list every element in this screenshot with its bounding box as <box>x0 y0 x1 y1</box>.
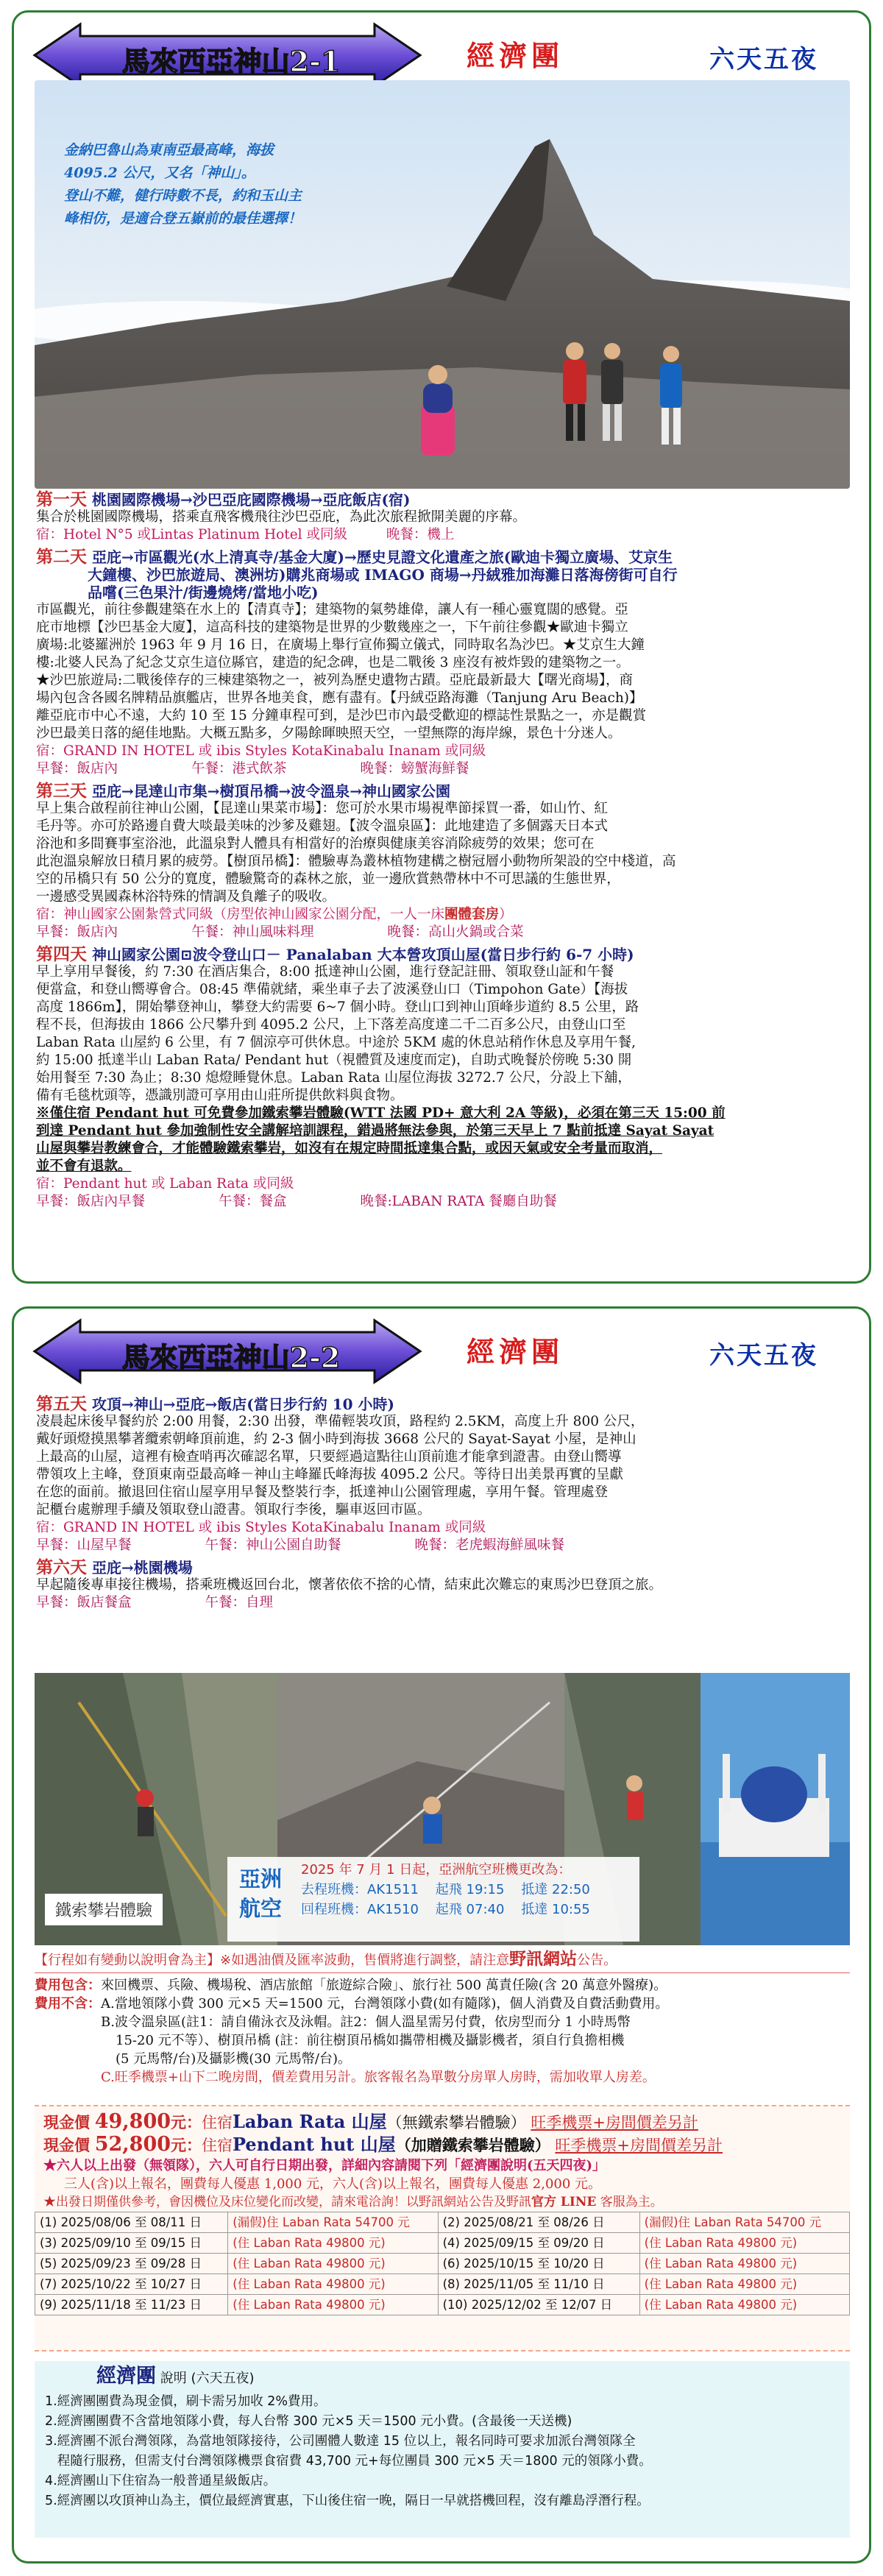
tour-type: 經濟團 <box>467 39 564 72</box>
day5-text-line: 記櫃台處辦理手續及領取登山證書。領取行李後，驅車返回市區。 <box>36 1502 431 1518</box>
day5-heading: 第五天 攻頂→神山→亞庇→飯店(當日步行約 10 小時) <box>36 1394 394 1414</box>
intro-line: 登山不難，健行時數不長，約和玉山主 <box>64 188 302 204</box>
economy-tour-explanation <box>35 2361 850 2538</box>
day4-text-line: 高度 1866m】，開始攀登神山，攀登大約需要 6~7 個小時。登山口到神山頂峰步道約 8.5 公里，路 <box>36 999 639 1015</box>
explanation-item: 4.經濟團山下住宿為一般普通星級飯店。 <box>45 2474 277 2488</box>
day5-text-line: 戴好頭燈摸黑攀著纜索朝峰頂前進，約 2-3 個小時到海拔 3668 公尺的 Sayat-Sayat 小屋，是神山 <box>36 1432 636 1447</box>
fee-excluded-line: 15-20 元不等）、樹頂吊橋 (註：前往樹頂吊橋如攜帶相機及攝影機者，須自行負擔相機 <box>116 2033 625 2048</box>
day6-meals: 早餐：飯店餐盒 午餐：自理 <box>36 1595 273 1610</box>
day5-text-line: 上最高的山屋，這裡有檢查哨再次確認名單，只要經過這點往山頂前進才能拿到證書。由登山嚮導 <box>36 1449 622 1465</box>
date-row <box>35 2212 850 2233</box>
day1-text: 集合於桃園國際機場，搭乘直飛客機飛往沙巴亞庇，為此次旅程掀開美麗的序幕。 <box>36 509 527 525</box>
explanation-item: 程隨行服務，但需支付台灣領隊機票食宿費 43,700 元+每位團員 300 元×5 天＝1800 元的領隊小費。 <box>45 2454 652 2469</box>
intro-line: 峰相仿，是適合登五嶽前的最佳選擇！ <box>64 210 302 227</box>
day6-heading: 第六天 亞庇→桃園機場 <box>36 1557 193 1577</box>
fee-included: 費用包含：來回機票、兵險、機場稅、酒店旅館「旅遊綜合險」、旅行社 500 萬責任險(含 20 萬意外醫療)。 <box>35 1978 667 1993</box>
day2-text-line: 庇市地標【沙巴基金大廈】，這高科技的建築物是世界的少數幾座之一，下午前往參觀★歐迪卡獨立 <box>36 620 628 635</box>
price-section <box>35 2105 850 2352</box>
explanation-item: 1.經濟團團費為現金價，刷卡需另加收 2%費用。 <box>45 2394 327 2409</box>
date-range-cell: (2) 2025/08/21 至 08/26 日 <box>438 2212 639 2233</box>
date-range-cell: (4) 2025/09/15 至 09/20 日 <box>438 2233 639 2254</box>
flight-return: 回程班機：AK1510 起飛 07:40 抵達 10:55 <box>301 1902 590 1917</box>
day2-text-line: ★沙巴旅遊局:二戰後倖存的三棟建築物之一，被列為歷史遺物古蹟。亞庇最新最大【曙光商場】，商 <box>36 673 633 688</box>
day2-route-line: 品嚐(三色果汁/街邊燒烤/當地小吃) <box>88 584 319 601</box>
day3-meals: 早餐：飯店內 午餐：神山風味料理 晚餐：高山火鍋或合菜 <box>36 924 524 940</box>
day3-heading: 第三天 亞庇→昆達山市集→樹頂吊橋→波令溫泉→神山國家公園 <box>36 781 450 801</box>
day3-text-line: 毛丹等。亦可於路邊自費大啖最美味的沙爹及雞翅。【波令溫泉區】：此地建造了多個露天日本式 <box>36 818 609 834</box>
date-price-cell: (住 Laban Rata 49800 元) <box>639 2233 849 2254</box>
fee-excluded: 費用不含：A.當地領隊小費 300 元×5 天=1500 元，台灣領隊小費(如有隨隊)，個人消費及自費活動費用。 <box>35 1996 669 2011</box>
day3-text-line: 空的吊橋只有 50 公分的寬度，體驗驚奇的森林之旅，並一邊欣賞熱帶林中不可思議的生態世界， <box>36 871 620 887</box>
date-range-cell: (8) 2025/11/05 至 11/10 日 <box>438 2274 639 2295</box>
date-price-cell: (住 Laban Rata 49800 元) <box>228 2295 438 2315</box>
banner-title: 馬來西亞神山2-1 <box>121 45 341 78</box>
date-price-cell: (住 Laban Rata 49800 元) <box>639 2254 849 2274</box>
flight-outbound: 去程班機：AK1511 起飛 19:15 抵達 22:50 <box>301 1882 590 1897</box>
day6-text: 早起隨後專車接往機場，搭乘班機返回台北，懷著依依不捨的心情，結束此次難忘的東馬沙巴登頂之旅。 <box>36 1577 663 1593</box>
day3-text-line: 浴池和多間賽事室浴池，此溫泉對人體具有相當好的治療與健康美容消除疲勞的效果；您可在 <box>36 836 595 852</box>
day2-text-line: 樓:北婆人民為了紀念艾京生這位縣官，建造的紀念碑，也是二戰後 3 座沒有被炸毀的建築物之一。 <box>36 655 630 670</box>
fee-excluded-line: B.波令溫泉區(註1：請自備泳衣及泳帽。註2：個人溫星需另付費，依房型而分 1 小時馬幣 <box>101 2014 631 2030</box>
price-pendant-hut: 現金價 52,800元：住宿Pendant hut 山屋（加贈鐵索攀岩體驗） 旺季機票+房間價差另計 <box>43 2133 723 2156</box>
date-range-cell: (7) 2025/10/22 至 10/27 日 <box>35 2274 228 2295</box>
day2-text-line: 市區觀光，前往參觀建築在水上的【清真寺】；建築物的氣勢雄偉，讓人有一種心靈寬闊的感覺。亞 <box>36 602 628 618</box>
date-range-cell: (5) 2025/09/23 至 09/28 日 <box>35 2254 228 2274</box>
day4-warning-line: 山屋與攀岩教練會合，才能體驗鐵索攀岩，如沒有在規定時間抵達集合點，或因天氣或安全考量而取消， <box>36 1141 663 1156</box>
fee-excluded-line: C.旺季機票+山下二晚房間，價差費用另計。旅客報名為單數分房單人房時，需加收單人房差。 <box>101 2070 656 2085</box>
day2-heading: 第二天 亞庇→市區觀光(水上清真寺/基金大廈)→歷史見證文化遺產之旅(歐迪卡獨立廣場、艾京生 <box>36 547 673 567</box>
day4-warning-line: 到達 Pendant hut 參加強制性安全講解培訓課程，錯過將無法參與，於第三天早上 7 點前抵達 Sayat Sayat <box>36 1123 714 1139</box>
date-price-cell: (住 Laban Rata 49800 元) <box>228 2233 438 2254</box>
itinerary-page1 <box>36 491 851 1211</box>
mountain-photo <box>35 80 850 489</box>
tour-days: 六天五夜 <box>709 1341 818 1370</box>
airline-logo: 亞洲航空 <box>238 1866 282 1921</box>
banner-title: 馬來西亞神山2-2 <box>121 1341 341 1374</box>
explanation-item: 3.經濟團不派台灣領隊，為當地領隊接待，公司團體人數達 15 位以上，報名同時可要求加派台灣領隊全 <box>45 2434 636 2449</box>
day5-stay: 宿：GRAND IN HOTEL 或 ibis Styles KotaKinabalu Inanam 或同級 <box>36 1520 486 1535</box>
departure-dates-table <box>35 2212 850 2315</box>
day4-heading: 第四天 神山國家公園⊡波令登山口－ Panalaban 大本營攻頂山屋(當日步行約 6-7 小時) <box>36 944 634 964</box>
date-price-cell: (住 Laban Rata 49800 元) <box>639 2274 849 2295</box>
date-range-cell: (10) 2025/12/02 至 12/07 日 <box>438 2295 639 2315</box>
page-1 <box>12 10 871 1284</box>
tour-type: 經濟團 <box>467 1335 564 1368</box>
date-price-cell: (住 Laban Rata 49800 元) <box>228 2254 438 2274</box>
date-range-cell: (9) 2025/11/18 至 11/23 日 <box>35 2295 228 2315</box>
dates-note: ★出發日期僅供參考，會因機位及床位變化而改變，請來電洽詢！以野訊網站公告及野訊官方 LINE 客服為主。 <box>43 2195 663 2209</box>
date-range-cell: (1) 2025/08/06 至 08/11 日 <box>35 2212 228 2233</box>
day3-text-line: 一邊感受異國森林浴特殊的情調及負離子的吸收。 <box>36 889 336 905</box>
itinerary-page2 <box>36 1395 851 1612</box>
day2-route-line: 大鐘樓、沙巴旅遊局、澳洲坊)購兆商場或 IMAGO 商場→丹絨雅加海灘日落海傍街可自行 <box>88 566 678 584</box>
fee-excluded-line: (5 元馬幣/台)及攝影機(30 元馬幣/台)。 <box>116 2051 352 2067</box>
price-laban-rata: 現金價 49,800元：住宿Laban Rata 山屋（無鐵索攀岩體驗） 旺季機票+房間價差另計 <box>43 2110 698 2133</box>
day4-text-line: 始用餐至 7:30 為止；8:30 熄燈睡覺休息。Laban Rata 山屋位海拔 3272.7 公尺，分設上下舖， <box>36 1070 631 1086</box>
date-range-cell: (3) 2025/09/10 至 09/15 日 <box>35 2233 228 2254</box>
day3-text-line: 早上集合啟程前往神山公園，【昆達山果菜市場】：您可於水果市場視準節採買一番，如山竹、紅 <box>36 801 609 816</box>
fee-notes <box>35 1950 850 2087</box>
day5-text-line: 凌晨起床後早餐約於 2:00 用餐，2:30 出發，準備輕裝攻頂，路程約 2.5KM，高度上升 800 公尺， <box>36 1414 645 1429</box>
intro-line: 金納巴魯山為東南亞最高峰，海拔 <box>64 142 274 158</box>
day1-heading: 第一天 桃園國際機場→沙巴亞庇國際機場→亞庇飯店(宿) <box>36 489 411 509</box>
flight-title: 2025 年 7 月 1 日起，亞洲航空班機更改為： <box>301 1862 572 1878</box>
day1-stay-meal: 宿：Hotel N°5 或Lintas Platinum Hotel 或同級 晚餐：機上 <box>36 527 455 542</box>
day4-text-line: Laban Rata 山屋約 6 公里，有 7 個涼亭可供休息。中途於 5KM 處的休息站稍作休息及享用午餐, <box>36 1035 636 1050</box>
day2-text-line: 離亞庇市中心不遠，大約 10 至 15 分鐘車程可到，是沙巴市內最受歡迎的標誌性景點之一，亦是觀賞 <box>36 708 647 723</box>
date-row <box>35 2274 850 2295</box>
date-price-cell: (住 Laban Rata 49800 元) <box>228 2274 438 2295</box>
group-discount: 三人(含)以上報名，團費每人優惠 1,000 元，六人(含)以上報名，團費每人優惠 2,000 元。 <box>64 2176 602 2192</box>
date-row <box>35 2233 850 2254</box>
day4-text-line: 程不長，但海拔由 1866 公尺攀升到 4095.2 公尺，上下落差高度達二千二百多公尺，由登山口至 <box>36 1017 626 1033</box>
date-price-cell: (住 Laban Rata 49800 元) <box>639 2295 849 2315</box>
intro-line: 4095.2 公尺，又名「神山」。 <box>64 165 255 181</box>
explanation-item: 5.經濟團以攻頂神山為主，價位最經濟實惠，下山後住宿一晚，隔日一早就搭機回程，沒有離島浮潛行程。 <box>45 2494 650 2508</box>
day4-warning-line: 並不會有退款。 <box>36 1158 132 1174</box>
day2-stay: 宿：GRAND IN HOTEL 或 ibis Styles KotaKinabalu Inanam 或同級 <box>36 743 486 759</box>
day4-stay: 宿：Pendant hut 或 Laban Rata 或同級 <box>36 1176 294 1192</box>
date-price-cell: (漏假)住 Laban Rata 54700 元 <box>228 2212 438 2233</box>
tour-days: 六天五夜 <box>709 45 818 74</box>
day4-text-line: 便當盒，和登山嚮導會合。08:45 準備就緒，乘坐車子去了波溪登山口（Timpohon Gate）【海拔 <box>36 982 628 997</box>
title-banner <box>29 1316 426 1387</box>
day3-text-line: 此泡溫泉解放日積月累的疲勞。【樹頂吊橋】：體驗專為叢林植物建構之樹冠層小動物所架設的空中棧道，高 <box>36 854 676 869</box>
date-price-cell: (漏假)住 Laban Rata 54700 元 <box>639 2212 849 2233</box>
date-range-cell: (6) 2025/10/15 至 10/20 日 <box>438 2254 639 2274</box>
day5-text-line: 帶領攻上主峰，登頂東南亞最高峰－神山主峰羅氏峰海拔 4095.2 公尺。等待日出美景再實的呈獻 <box>36 1467 623 1482</box>
day2-text-line: 沙巴最美日落的絕佳地點。大概五點多，夕陽餘暉映照天空，一望無際的海岸線，景色十分迷人。 <box>36 726 622 741</box>
photo-caption: 鐵索攀岩體驗 <box>45 1894 163 1925</box>
date-row <box>35 2254 850 2274</box>
day4-warning-line: ※僅住宿 Pendant hut 可免費參加鐵索攀岩體驗(WTT 法國 PD+ 意大利 2A 等級)，必須在第三天 15:00 前 <box>36 1105 726 1121</box>
day5-meals: 早餐：山屋早餐 午餐：神山公園自助餐 晚餐：老虎蝦海鮮風味餐 <box>36 1538 564 1553</box>
day4-meals: 早餐：飯店內早餐 午餐：餐盒 晚餐:LABAN RATA 餐廳自助餐 <box>36 1194 557 1209</box>
explanation-item: 2.經濟團團費不含當地領隊小費，每人台幣 300 元×5 天＝1500 元小費。(含最後一天送機) <box>45 2414 572 2429</box>
price-notice: 【行程如有變動以說明會為主】※如遇油價及匯率波動，售價將進行調整，請注意野訊網站公告。 <box>35 1950 617 1969</box>
day3-stay: 宿：神山國家公園紮營式同級（房型依神山國家公園分配，一人一床團體套房） <box>36 907 513 922</box>
date-row <box>35 2295 850 2315</box>
day4-text-line: 約 15:00 抵達半山 Laban Rata/ Pendant hut（視體質及速度而定)，自助式晚餐於傍晚 5:30 開 <box>36 1052 632 1068</box>
intro-text <box>64 139 373 230</box>
day4-text-line: 備有毛毯枕頭等，憑識別證可享用由山莊所提供飲料與食物。 <box>36 1088 404 1103</box>
day2-text-line: 廣場:北婆羅洲於 1963 年 9 月 16 日，在廣場上舉行宣佈獨立儀式，同時取名為沙巴。★艾京生大鐘 <box>36 637 645 653</box>
day2-meals: 早餐：飯店內 午餐：港式飲茶 晚餐：螃蟹海鮮餐 <box>36 761 469 776</box>
six-people-note: ★六人以上出發（無領隊），六人可自行日期出發，詳細內容請閱下列「經濟團說明(五天四夜)」 <box>43 2158 606 2173</box>
flight-change-notice <box>227 1857 639 1942</box>
day2-text-line: 場內包含各國名牌精品旗艦店，世界各地美食，應有盡有。【丹絨亞路海灘（Tanjung Aru Beach)】 <box>36 690 643 706</box>
day4-text-line: 早上享用早餐後，約 7:30 在酒店集合，8:00 抵達神山公園，進行登記註冊、領取登山証和午餐 <box>36 964 614 980</box>
explanation-title: 經濟團 說明 (六天五夜) <box>96 2365 255 2388</box>
day5-text-line: 在您的面前。撤退回住宿山屋享用早餐及整裝行李，抵達神山公園管理處，享用午餐。管理處登 <box>36 1485 609 1500</box>
page-2 <box>12 1306 871 2563</box>
